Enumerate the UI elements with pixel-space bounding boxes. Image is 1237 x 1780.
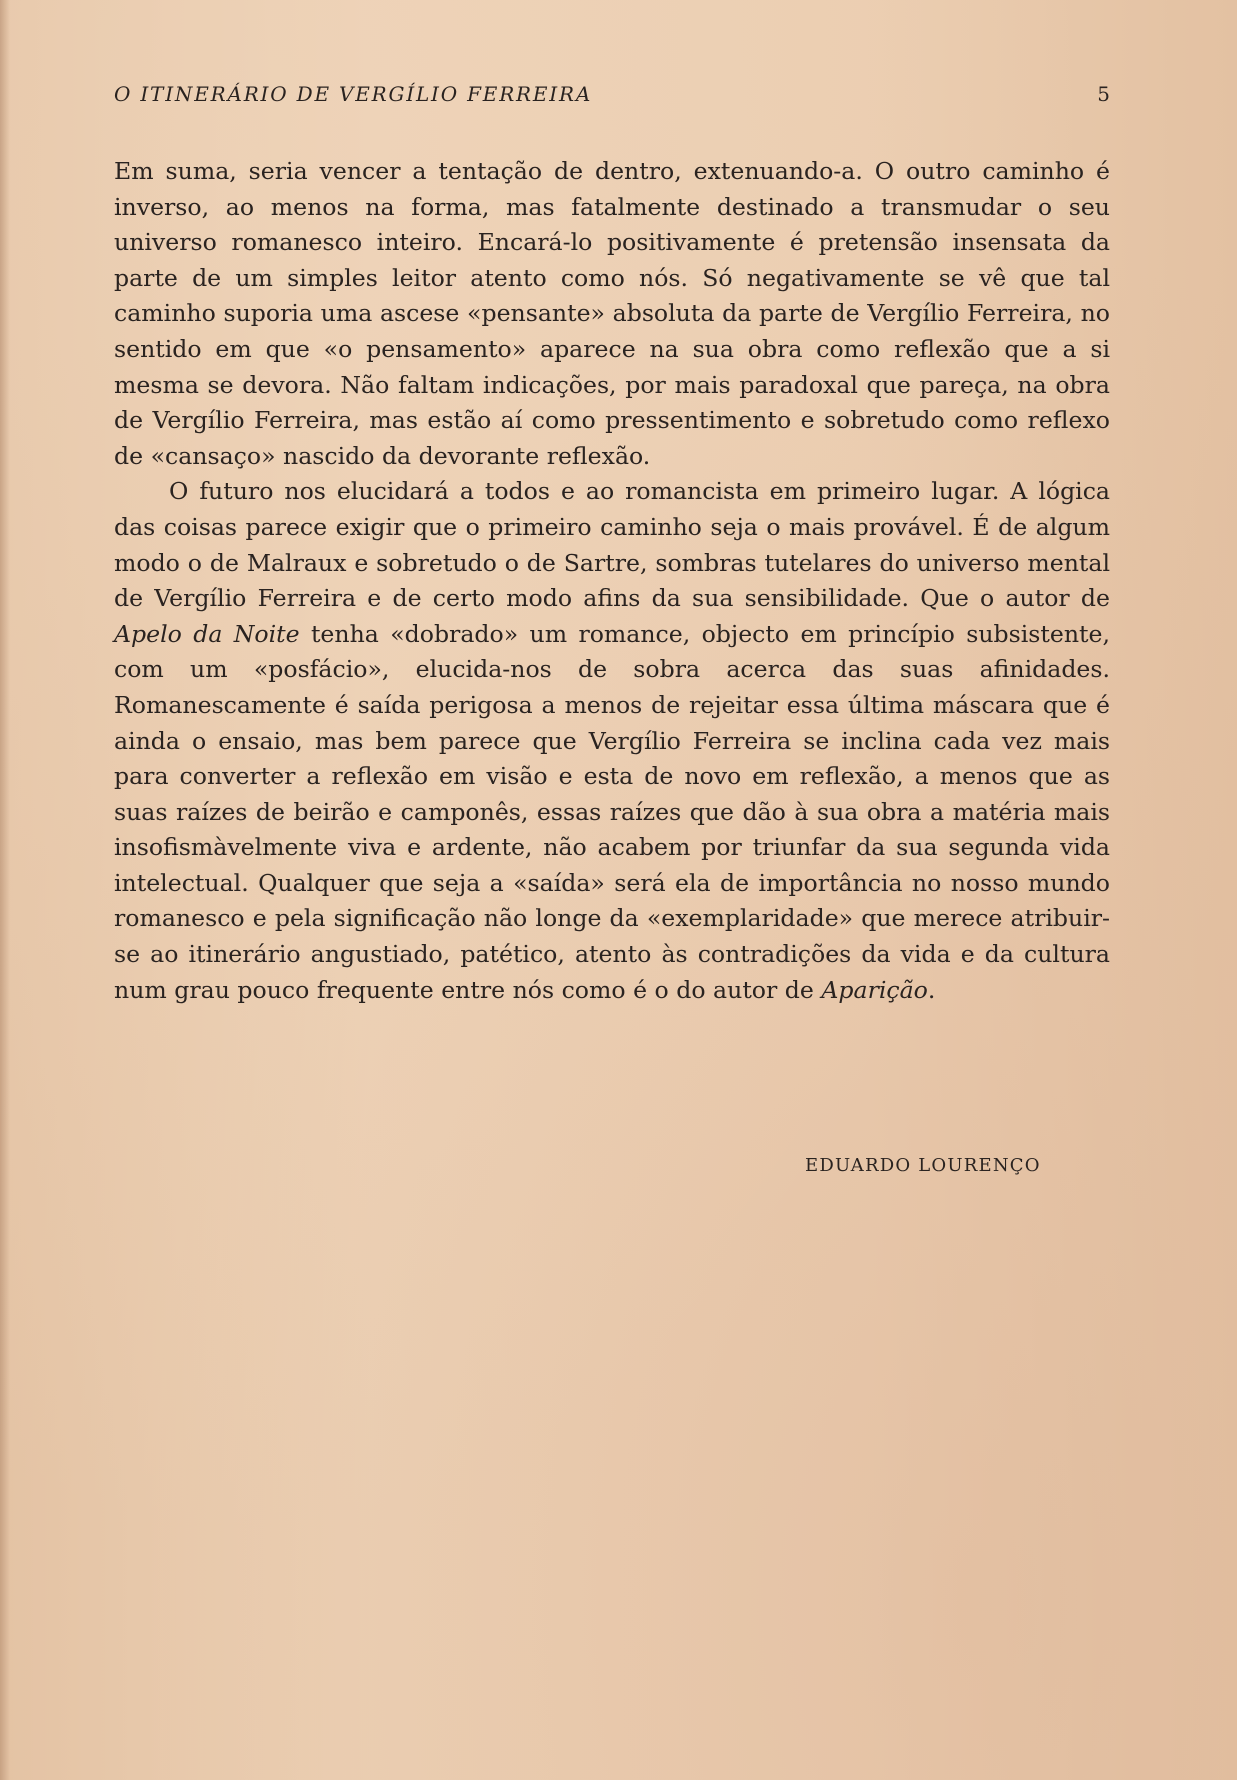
paragraph-2-text-c: . bbox=[927, 975, 936, 1004]
paragraph-2-text-b: tenha «dobrado» um romance, objecto em princípio subsistente, com um «posfácio», elucida-nos de sobra acerca das suas afinidades. Romanescamente é saída perigosa a menos de rejeitar essa última máscara que é ainda o ensaio, mas bem parece que Vergílio Ferreira se inclina cada vez mais para converter a reflexão em visão e esta de novo em reflexão, a menos que as suas raízes de beirão e camponês, essas raízes que dão à sua obra a matéria mais insofismàvelmente viva e ardente, não acabem por triunfar da sua segunda vida intelectual. Qualquer que seja a «saída» será ela de importância no nosso mundo romanesco e pela significação não longe da «exemplaridade» que merece atribuir-se ao itinerário angustiado, patético, atento às contradições da vida e da cultura num grau pouco frequente entre nós como é o do autor de bbox=[114, 619, 1110, 1004]
page-edge-shadow bbox=[0, 0, 10, 1780]
paragraph-2 bbox=[114, 474, 1110, 1008]
running-title: O ITINERÁRIO DE VERGÍLIO FERREIRA bbox=[114, 82, 593, 106]
book-title-apelo-da-noite: Apelo da Noite bbox=[114, 619, 300, 648]
running-head bbox=[114, 82, 1110, 112]
paragraph-2-text-a: O futuro nos elucidará a todos e ao romancista em primeiro lugar. A lógica das coisas parece exigir que o primeiro caminho seja o mais provável. É de algum modo o de Malraux e sobretudo o de Sartre, sombras tutelares do universo mental de Vergílio Ferreira e de certo modo afins da sua sensibilidade. Que o autor de bbox=[114, 477, 1110, 613]
body-text bbox=[114, 154, 1110, 1008]
page-number: 5 bbox=[1097, 82, 1110, 106]
author-signature: EDUARDO LOURENÇO bbox=[805, 1155, 1041, 1176]
book-title-aparicao: Aparição bbox=[821, 975, 928, 1004]
paragraph-1-text: Em suma, seria vencer a tentação de dentro, extenuando-a. O outro caminho é inverso, ao menos na forma, mas fatalmente destinado a transmudar o seu universo romanesco inteiro. Encará-lo positivamente é pretensão insensata da parte de um simples leitor atento como nós. Só negativamente se vê que tal caminho suporia uma ascese «pensante» absoluta da parte de Vergílio Ferreira, no sentido em que «o pensamento» aparece na sua obra como reflexão que a si mesma se devora. Não faltam indicações, por mais paradoxal que pareça, na obra de Vergílio Ferreira, mas estão aí como pressentimento e sobretudo como reflexo de «cansaço» nascido da devorante reflexão. bbox=[114, 157, 1110, 470]
paragraph-1 bbox=[114, 154, 1110, 474]
